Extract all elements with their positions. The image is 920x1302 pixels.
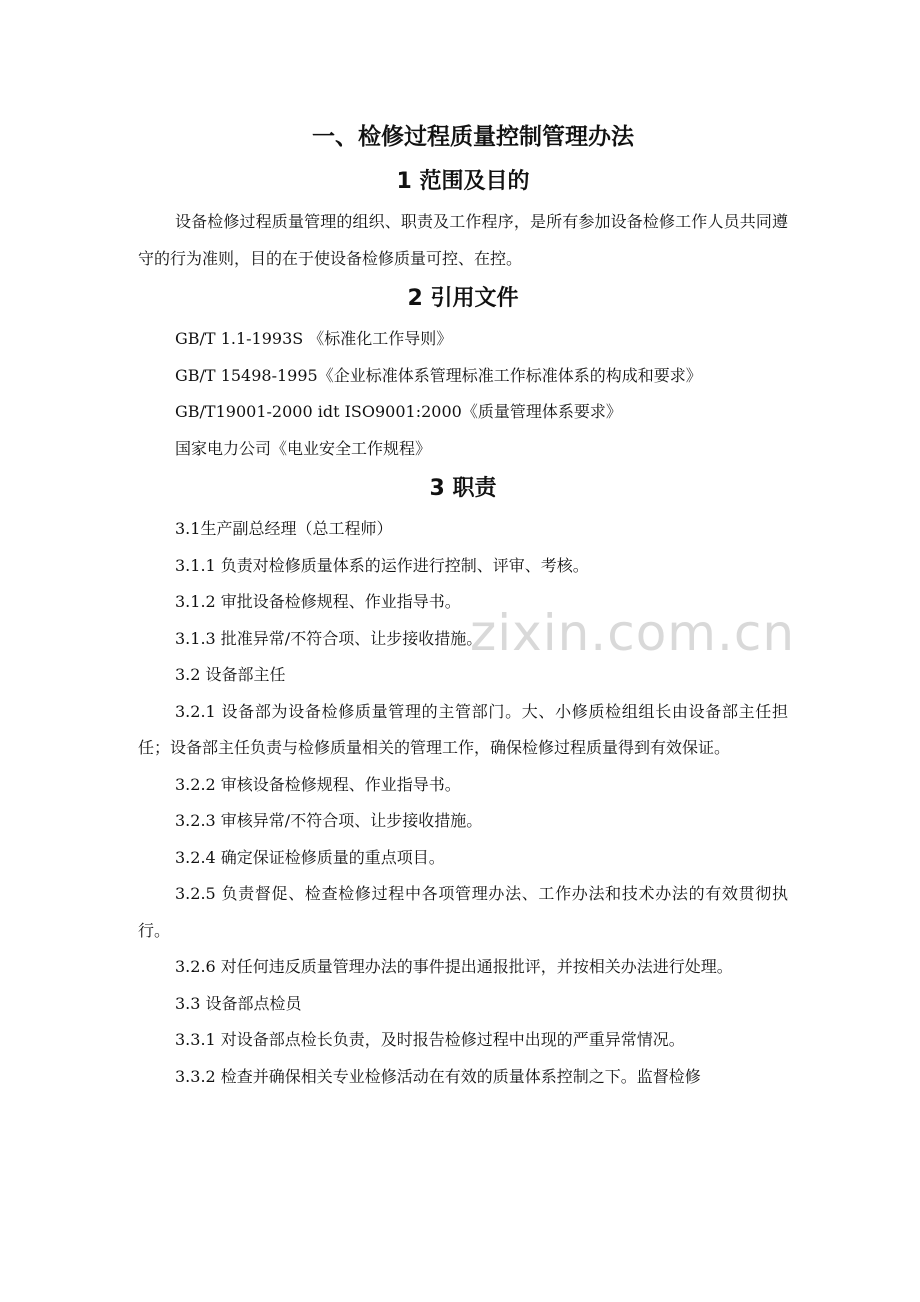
document-content (138, 118, 788, 1095)
clause-item: 3.2.2 审核设备检修规程、作业指导书。 (175, 774, 461, 794)
clause-item: 3.2.3 审核异常/不符合项、让步接收措施。 (175, 811, 483, 830)
reference-item: GB/T 1.1-1993S 《标准化工作导则》 (175, 329, 453, 348)
watermark: zixin.com.cn (470, 604, 796, 662)
clause-item: 3.1.1 负责对检修质量体系的运作进行控制、评审、考核。 (175, 555, 589, 575)
clause-item: 3.2.5 负责督促、检查检修过程中各项管理办法、工作办法和技术办法的有效贯彻执行。 (138, 884, 788, 940)
section-heading-scope: 1 范围及目的 (396, 169, 530, 194)
clause-item: 3.1生产副总经理（总工程师） (175, 519, 393, 538)
clause-item: 3.3 设备部点检员 (175, 993, 302, 1013)
clause-item: 3.1.3 批准异常/不符合项、让步接收措施。 (175, 628, 483, 648)
clause-item: 3.2.4 确定保证检修质量的重点项目。 (175, 847, 445, 867)
clause-item: 3.2.1 设备部为设备检修质量管理的主管部门。大、小修质检组组长由设备部主任担任；设备部主任负责与检修质量相关的管理工作，确保检修过程质量得到有效保证。 (138, 701, 788, 757)
clause-item: 3.1.2 审批设备检修规程、作业指导书。 (175, 592, 461, 611)
clause-item: 3.3.1 对设备部点检长负责，及时报告检修过程中出现的严重异常情况。 (175, 1030, 685, 1049)
clause-item: 3.2 设备部主任 (175, 665, 286, 684)
clause-item: 3.2.6 对任何违反质量管理办法的事件提出通报批评，并按相关办法进行处理。 (175, 957, 733, 976)
reference-item: GB/T 15498-1995《企业标准体系管理标准工作标准体系的构成和要求》 (175, 365, 702, 385)
reference-item: 国家电力公司《电业安全工作规程》 (175, 438, 432, 458)
paragraph-scope: 设备检修过程质量管理的组织、职责及工作程序，是所有参加设备检修工作人员共同遵守的行为准则，目的在于使设备检修质量可控、在控。 (138, 212, 788, 268)
section-heading-responsibilities: 3 职责 (429, 476, 497, 501)
clause-item: 3.3.2 检查并确保相关专业检修活动在有效的质量体系控制之下。监督检修 (175, 1066, 701, 1086)
reference-item: GB/T19001-2000 idt ISO9001:2000《质量管理体系要求》 (175, 402, 622, 421)
section-heading-references: 2 引用文件 (407, 286, 519, 311)
document-title: 一、检修过程质量控制管理办法 (312, 124, 634, 150)
